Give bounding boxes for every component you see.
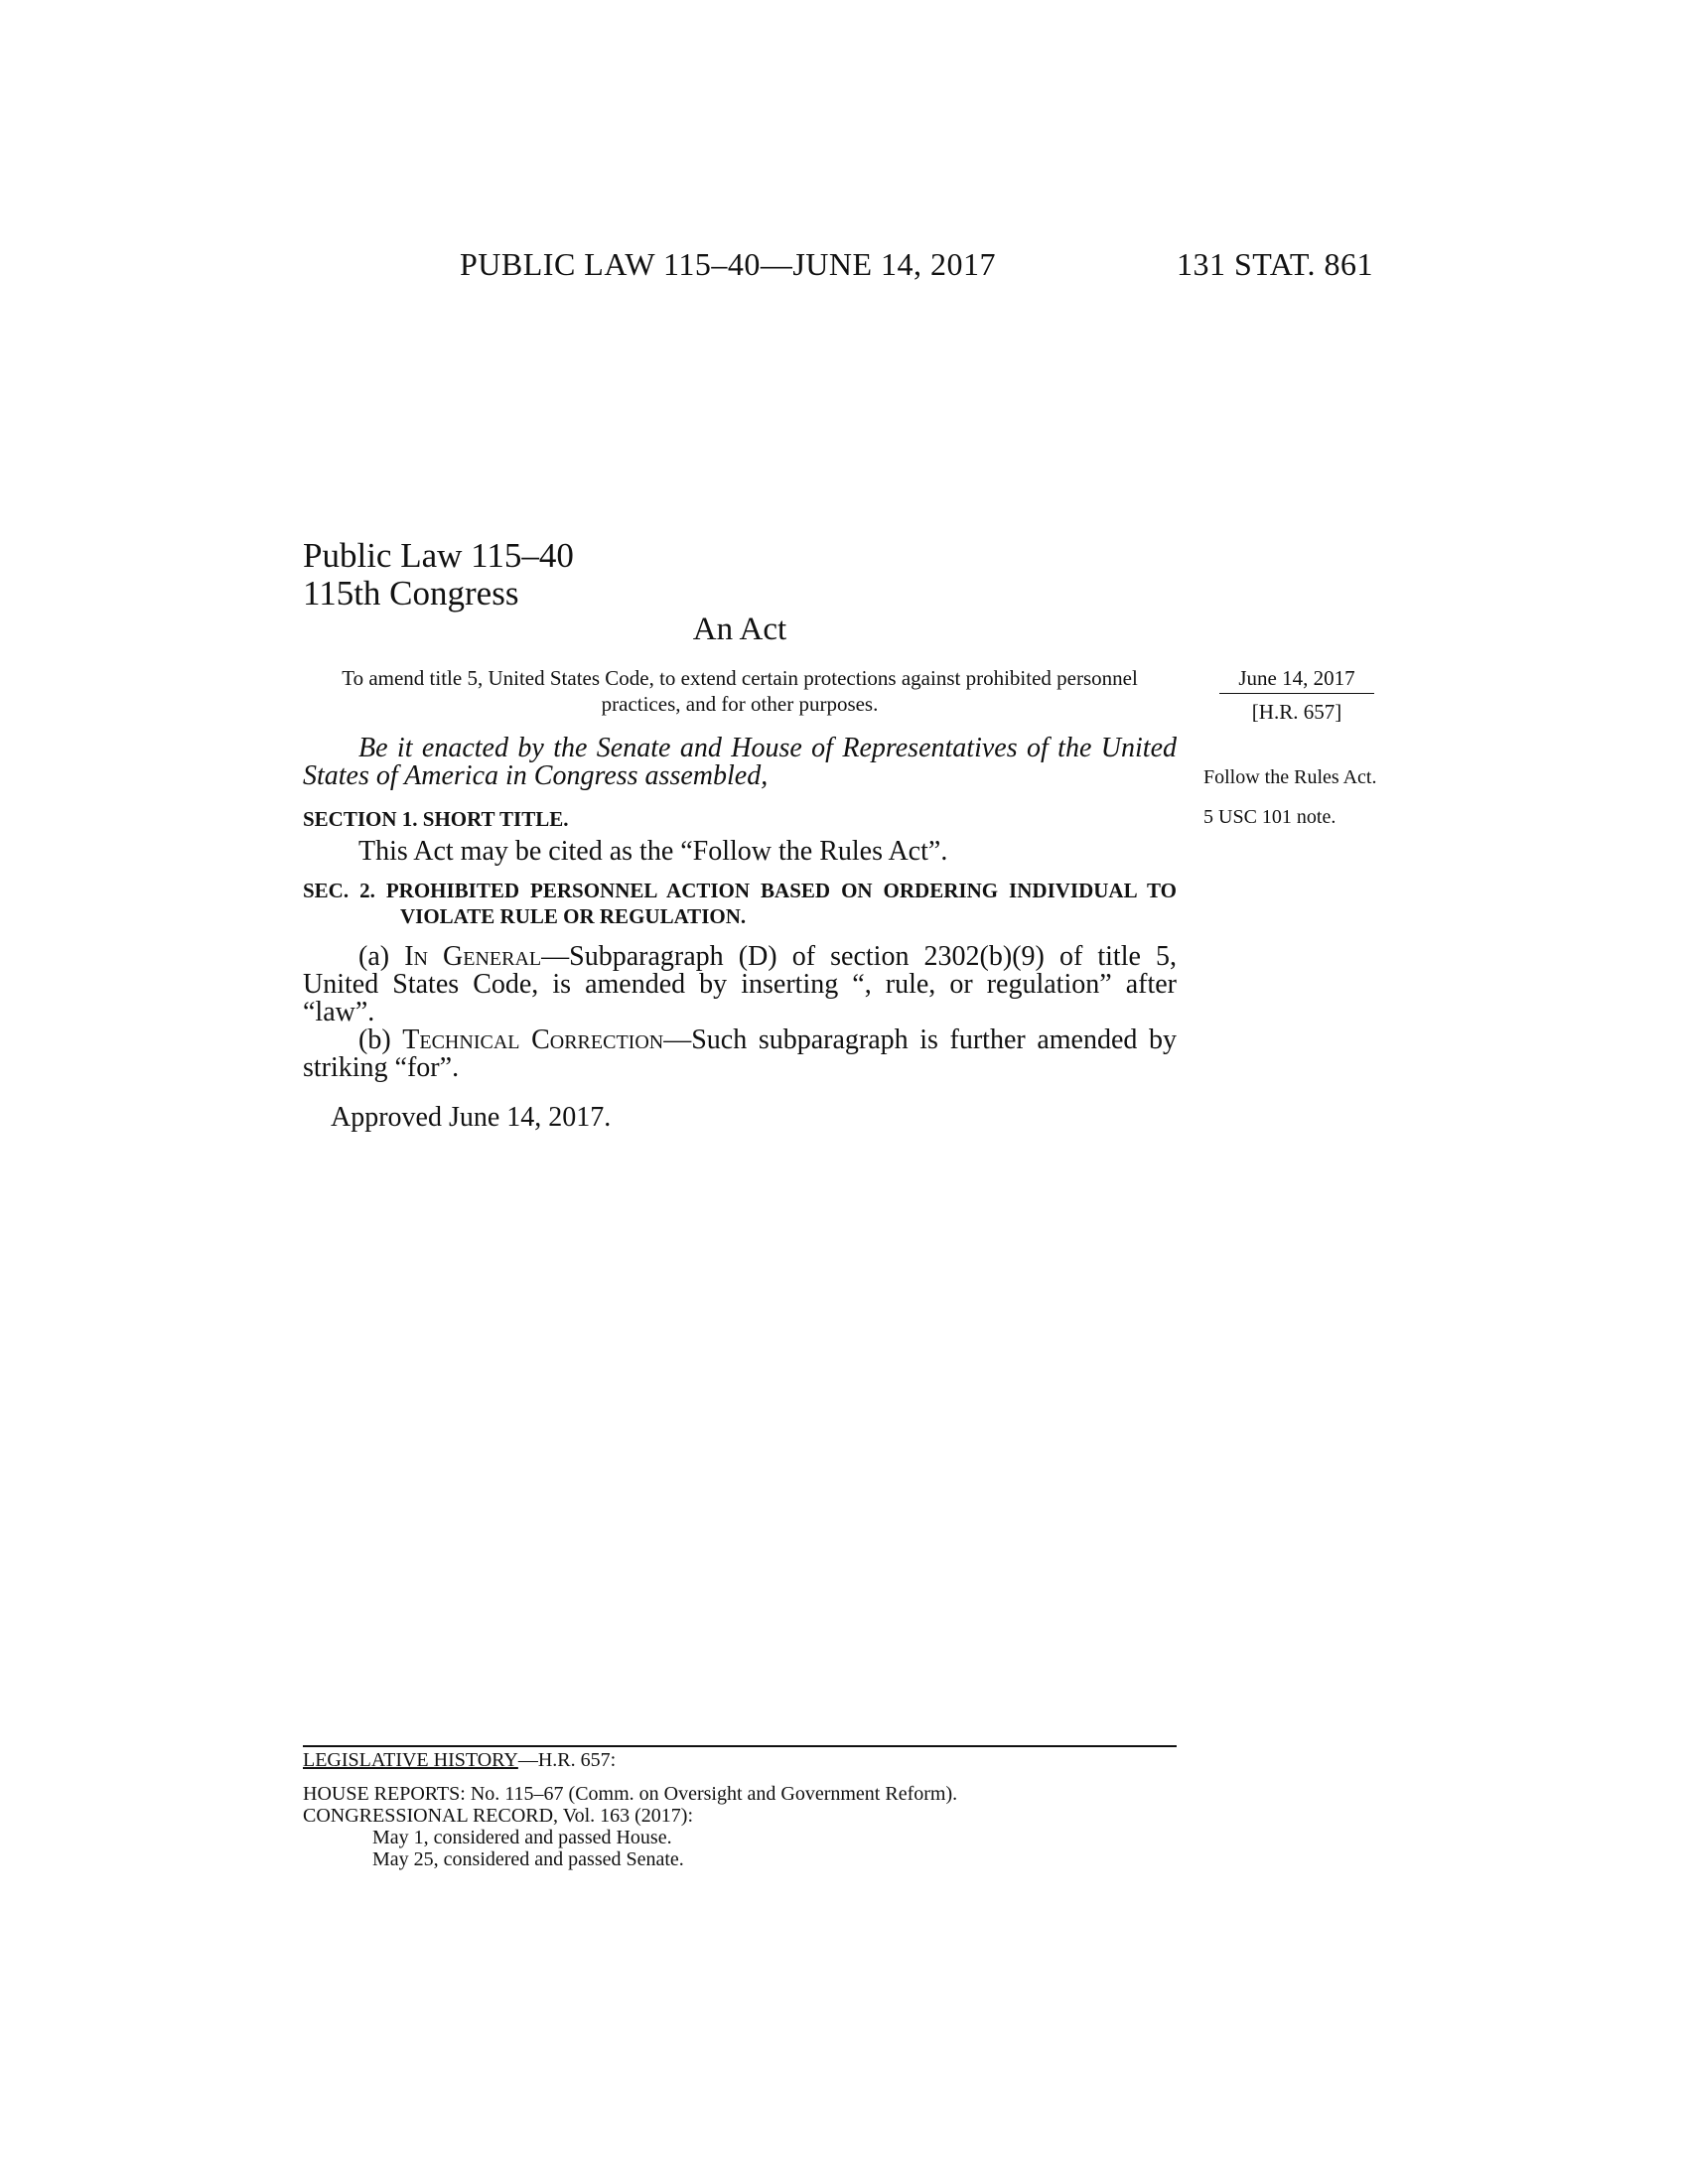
act-heading: An Act (692, 612, 787, 647)
paragraph-a-text: —Subparagraph (D) of section 2302(b)(9) of title 5, United States Code, is amended by inserting “, rule, or regulation” after “law”. (303, 941, 1177, 1027)
congress: 115th Congress (303, 574, 519, 613)
section-1-text: This Act may be cited as the “Follow the Rules Act”. (358, 836, 948, 867)
paragraph-a-heading: In General (404, 941, 542, 972)
enacting-clause: Be it enacted by the Senate and House of Representatives of the United States of America in Congress assembled, (303, 733, 1177, 791)
paragraph-b-label: (b) (358, 1024, 391, 1055)
house-reports: HOUSE REPORTS: No. 115–67 (Comm. on Oversight and Government Reform). (303, 1783, 958, 1805)
paragraph-b-text: —Such subparagraph is further amended by striking “for”. (303, 1024, 1177, 1083)
congressional-record: CONGRESSIONAL RECORD, Vol. 163 (2017): (303, 1805, 693, 1827)
legislative-history-title (303, 1749, 616, 1771)
section-2-heading: SEC. 2. PROHIBITED PERSONNEL ACTION BASED ON ORDERING INDIVIDUAL TO VIOLATE RULE OR REGULATION. (303, 879, 1177, 928)
paragraph-a-label: (a) (358, 941, 390, 972)
legislative-history-bill: —H.R. 657: (517, 1749, 617, 1771)
history-event: May 25, considered and passed Senate. (372, 1848, 684, 1870)
margin-usc-note: 5 USC 101 note. (1203, 806, 1336, 828)
margin-date: June 14, 2017 (1238, 666, 1355, 690)
section-2-paragraph-b (303, 1026, 1177, 1082)
statute-citation: 131 STAT. 861 (1176, 246, 1373, 282)
margin-bill-number: [H.R. 657] (1251, 700, 1342, 724)
legislative-history-label: LEGISLATIVE HISTORY (303, 1749, 518, 1771)
act-purpose: To amend title 5, United States Code, to extend certain protections against prohibited personnel practices, and for other purposes. (342, 666, 1138, 716)
margin-short-title-note: Follow the Rules Act. (1203, 766, 1377, 788)
law-number: Public Law 115–40 (303, 536, 574, 575)
paragraph-b-heading: Technical Correction (402, 1024, 664, 1055)
section-1-heading: SECTION 1. SHORT TITLE. (303, 807, 569, 831)
running-head: PUBLIC LAW 115–40—JUNE 14, 2017 (460, 246, 997, 282)
footnote-divider (303, 1745, 1177, 1747)
section-2-paragraph-a (303, 943, 1177, 1026)
approval-date: Approved June 14, 2017. (331, 1102, 612, 1133)
legislative-history-body (303, 1783, 1177, 1870)
history-event: May 1, considered and passed House. (372, 1827, 672, 1848)
margin-divider (1219, 693, 1374, 694)
